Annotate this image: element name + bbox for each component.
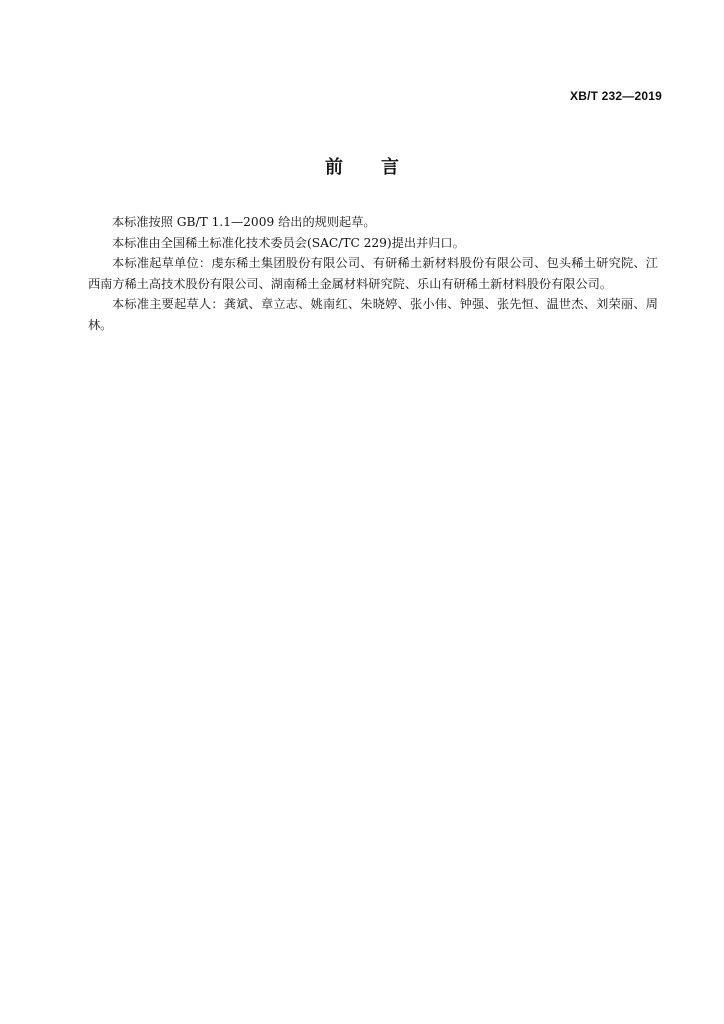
paragraph-drafters: 本标准主要起草人：龚斌、章立志、姚南红、朱晓婷、张小伟、钟强、张先恒、温世杰、刘荣丽、周林。 — [88, 297, 658, 332]
paragraph-drafting-rules: 本标准按照 GB/T 1.1—2009 给出的规则起草。 — [112, 215, 376, 229]
paragraph-drafting-units: 本标准起草单位：虔东稀土集团股份有限公司、有研稀土新材料股份有限公司、包头稀土研究院、江西南方稀土高技术股份有限公司、湖南稀土金属材料研究院、乐山有研稀土新材料股份有限公司。 — [88, 256, 658, 291]
foreword-body — [88, 212, 658, 335]
page-title: 前言 — [325, 157, 437, 178]
paragraph-proposer: 本标准由全国稀土标准化技术委员会(SAC/TC 229)提出并归口。 — [112, 235, 465, 250]
standard-code: XB/T 232—2019 — [570, 89, 662, 103]
